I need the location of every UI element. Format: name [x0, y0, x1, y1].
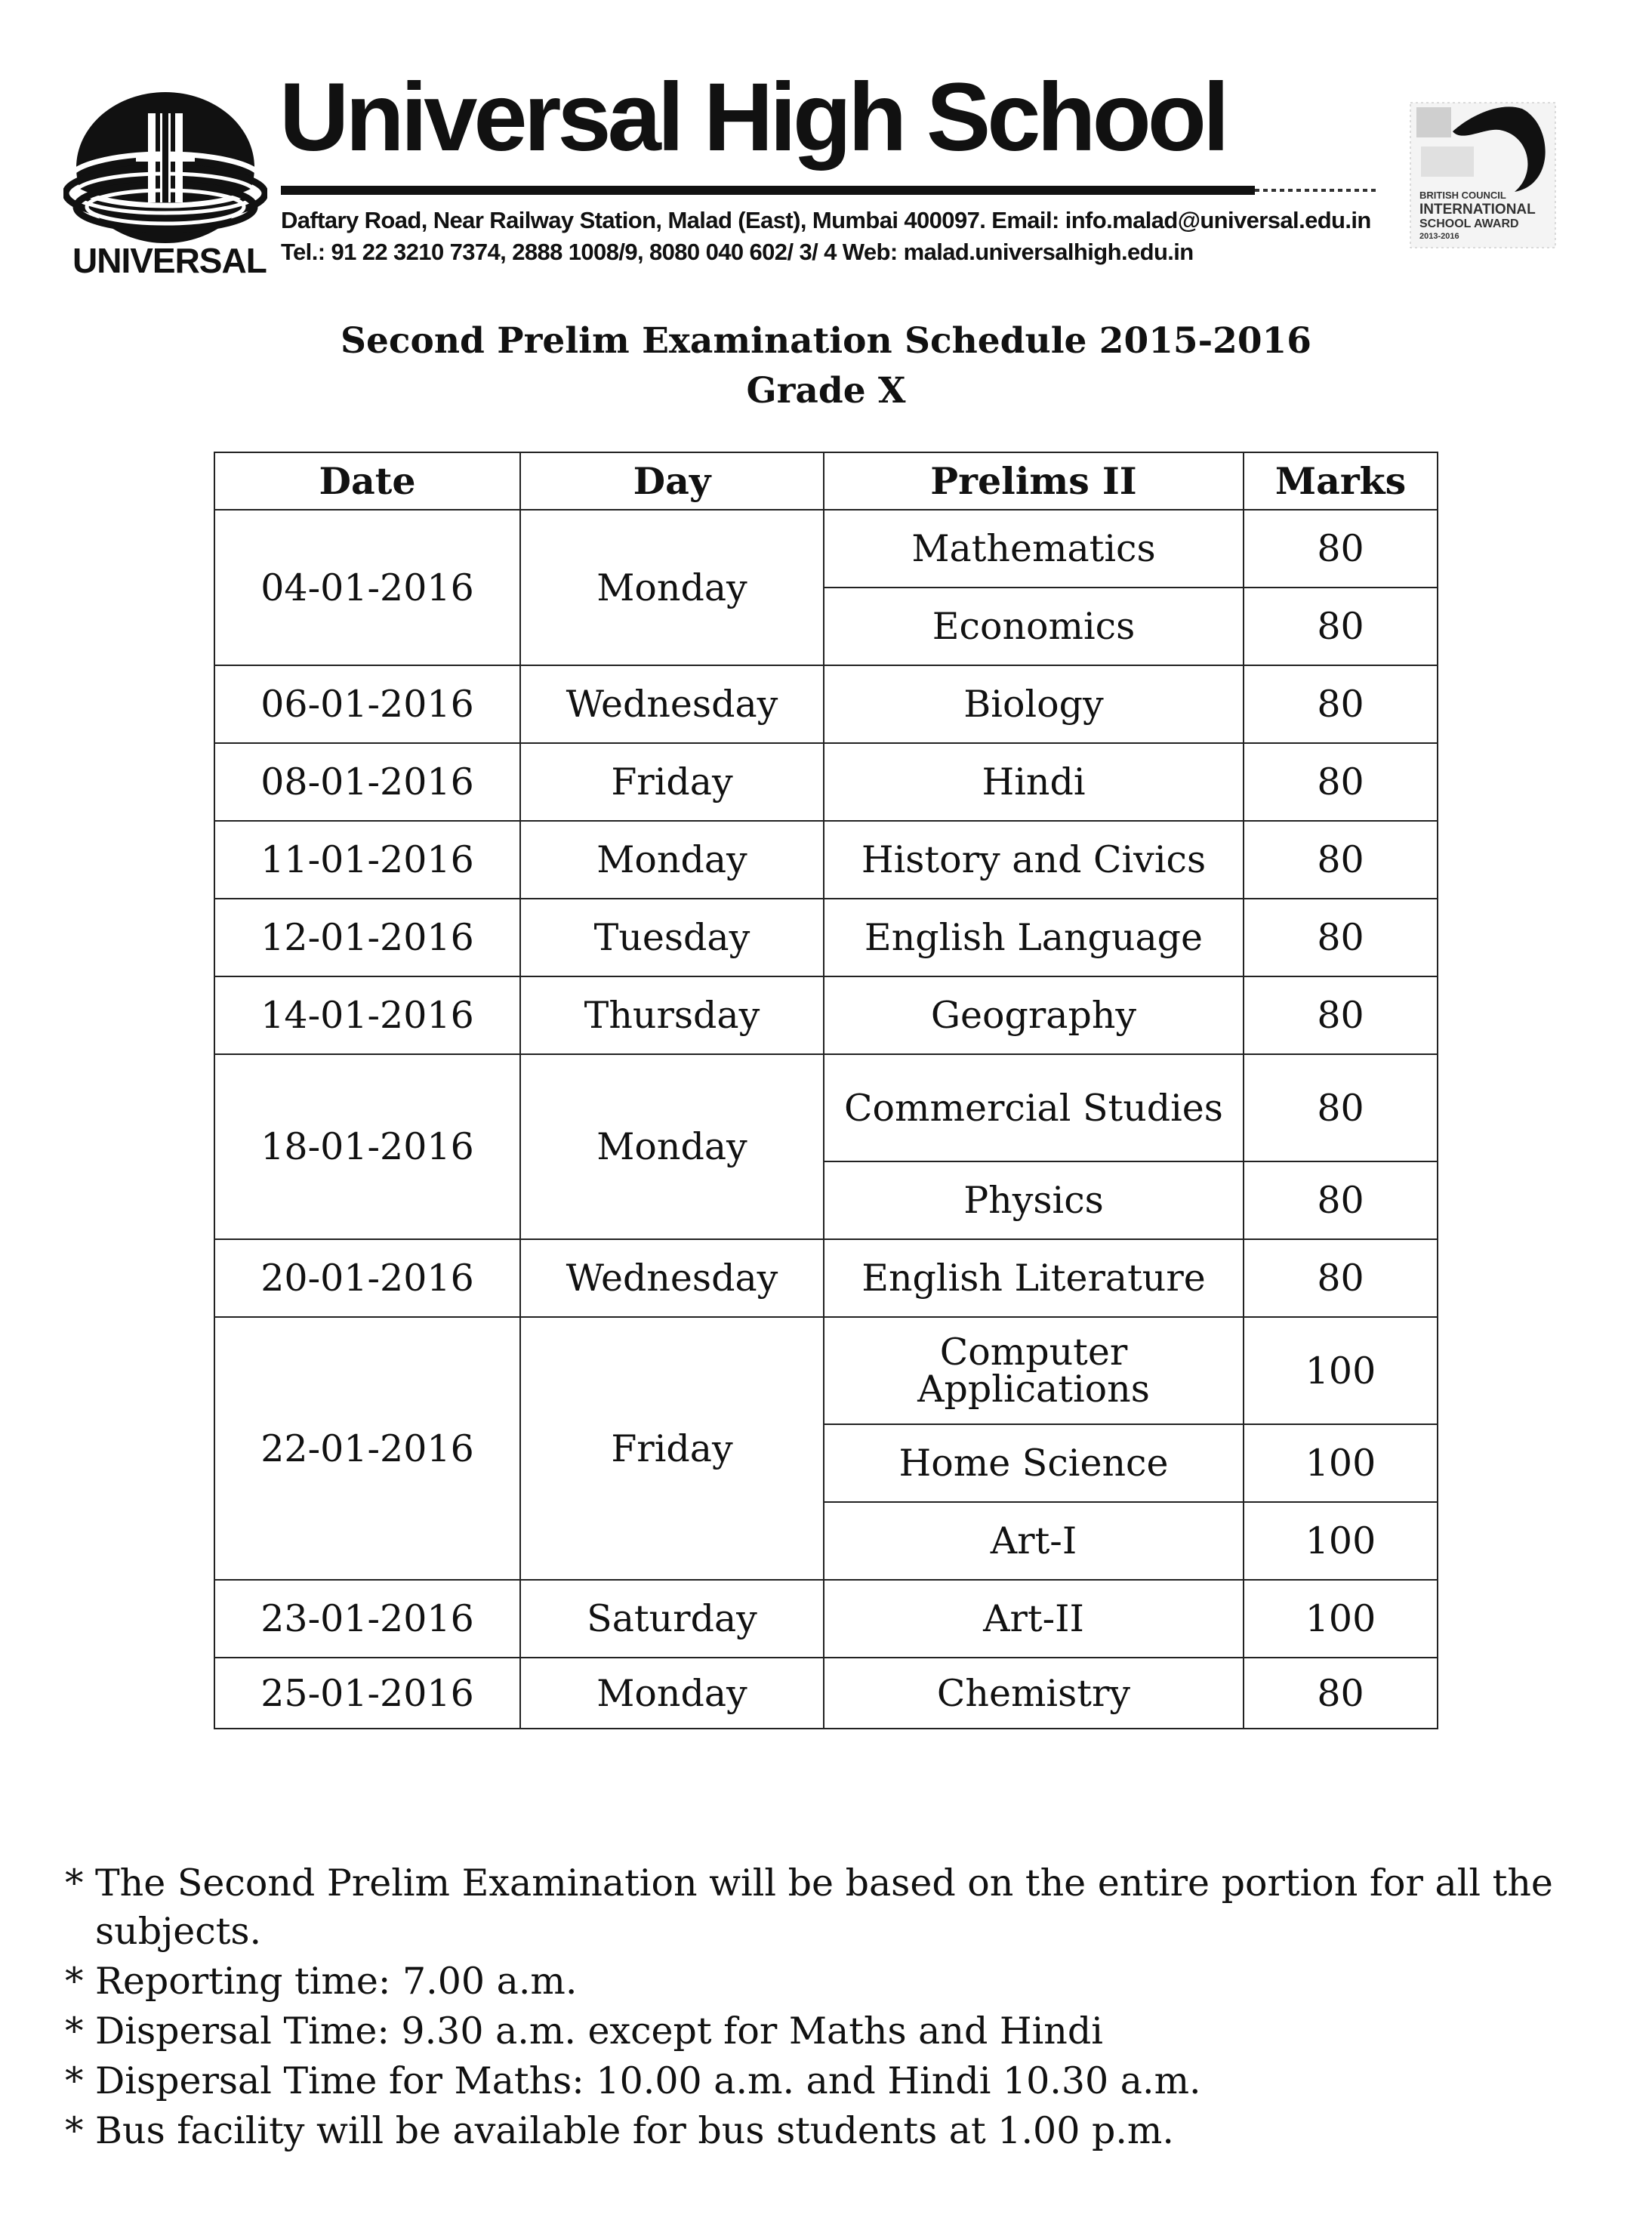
note-item: [65, 2107, 1620, 2155]
note-text: The Second Prelim Examination will be based on the entire portion for all the subjects.: [95, 1861, 1553, 1953]
marks-cell: 80: [1244, 588, 1438, 665]
date-cell: 22-01-2016: [214, 1317, 520, 1580]
marks-cell: 100: [1244, 1317, 1438, 1424]
marks-cell: 80: [1244, 1054, 1438, 1161]
header-marks: Marks: [1244, 452, 1438, 510]
day-cell: Monday: [520, 821, 824, 899]
subject-cell: Biology: [824, 665, 1244, 743]
logo-wordmark: UNIVERSAL: [72, 241, 267, 280]
address-line: Daftary Road, Near Railway Station, Malad (East), Mumbai 400097. Email: info.malad@universal.edu.in: [281, 207, 1371, 233]
header-divider-tail: [1255, 189, 1376, 192]
subject-cell: Chemistry: [824, 1658, 1244, 1729]
table-row: [214, 665, 1438, 743]
note-bullet: *: [65, 2109, 84, 2152]
day-cell: Monday: [520, 510, 824, 665]
marks-cell: 80: [1244, 1658, 1438, 1729]
table-row: [214, 1317, 1438, 1424]
note-item: [65, 2007, 1620, 2056]
table-row: [214, 821, 1438, 899]
table-row: [214, 976, 1438, 1054]
date-cell: 23-01-2016: [214, 1580, 520, 1658]
day-cell: Wednesday: [520, 1239, 824, 1317]
note-text: Dispersal Time for Maths: 10.00 a.m. and Hindi 10.30 a.m.: [95, 2059, 1201, 2102]
marks-cell: 80: [1244, 1239, 1438, 1317]
note-text: Reporting time: 7.00 a.m.: [95, 1960, 578, 2003]
note-bullet: *: [65, 1861, 84, 1905]
exam-schedule-table: [214, 452, 1438, 1729]
date-cell: 20-01-2016: [214, 1239, 520, 1317]
header-divider: [281, 186, 1255, 195]
date-cell: 04-01-2016: [214, 510, 520, 665]
subject-cell: English Literature: [824, 1239, 1244, 1317]
exam-notes: [65, 1859, 1620, 2157]
table-row: [214, 1054, 1438, 1161]
date-cell: 08-01-2016: [214, 743, 520, 821]
table-row: [214, 1239, 1438, 1317]
award-line-1: BRITISH COUNCIL: [1419, 190, 1506, 201]
subject-cell: Computer Applications: [824, 1317, 1244, 1424]
date-cell: 11-01-2016: [214, 821, 520, 899]
marks-cell: 100: [1244, 1580, 1438, 1658]
note-text: Dispersal Time: 9.30 a.m. except for Maths and Hindi: [95, 2010, 1103, 2053]
note-item: [65, 2057, 1620, 2105]
day-cell: Monday: [520, 1658, 824, 1729]
day-cell: Saturday: [520, 1580, 824, 1658]
phone-web-line: Tel.: 91 22 3210 7374, 2888 1008/9, 8080 040 602/ 3/ 4 Web: malad.universalhigh.edu.in: [281, 239, 1194, 265]
marks-cell: 100: [1244, 1424, 1438, 1502]
grade-title: Grade X: [746, 370, 906, 412]
subject-cell: Hindi: [824, 743, 1244, 821]
marks-cell: 80: [1244, 821, 1438, 899]
date-cell: 18-01-2016: [214, 1054, 520, 1239]
schedule-title: Second Prelim Examination Schedule 2015-2016: [341, 320, 1311, 362]
note-bullet: *: [65, 1960, 84, 2003]
marks-cell: 80: [1244, 899, 1438, 976]
note-bullet: *: [65, 2010, 84, 2053]
header-subject: Prelims II: [824, 452, 1244, 510]
subject-cell: Economics: [824, 588, 1244, 665]
subject-cell: Commercial Studies: [824, 1054, 1244, 1161]
day-cell: Tuesday: [520, 899, 824, 976]
table-row: [214, 510, 1438, 588]
subject-cell: Geography: [824, 976, 1244, 1054]
note-text: Bus facility will be available for bus students at 1.00 p.m.: [95, 2109, 1174, 2152]
date-cell: 25-01-2016: [214, 1658, 520, 1729]
day-cell: Friday: [520, 743, 824, 821]
table-row: [214, 899, 1438, 976]
marks-cell: 80: [1244, 1161, 1438, 1239]
subject-cell: Art-I: [824, 1502, 1244, 1580]
award-caption: [1419, 189, 1536, 243]
subject-cell: Mathematics: [824, 510, 1244, 588]
table-row: [214, 743, 1438, 821]
day-cell: Thursday: [520, 976, 824, 1054]
marks-cell: 80: [1244, 510, 1438, 588]
award-line-2: INTERNATIONAL: [1419, 202, 1536, 217]
subject-cell: Home Science: [824, 1424, 1244, 1502]
subject-cell: Art-II: [824, 1580, 1244, 1658]
school-name: Universal High School: [279, 63, 1226, 171]
header-date: Date: [214, 452, 520, 510]
day-cell: Wednesday: [520, 665, 824, 743]
date-cell: 14-01-2016: [214, 976, 520, 1054]
award-line-4: 2013-2016: [1419, 232, 1459, 241]
marks-cell: 80: [1244, 976, 1438, 1054]
date-cell: 12-01-2016: [214, 899, 520, 976]
subject-cell: English Language: [824, 899, 1244, 976]
day-cell: Monday: [520, 1054, 824, 1239]
note-bullet: *: [65, 2059, 84, 2102]
date-cell: 06-01-2016: [214, 665, 520, 743]
note-item: [65, 1859, 1620, 1956]
day-cell: Friday: [520, 1317, 824, 1580]
header-day: Day: [520, 452, 824, 510]
table-header-row: [214, 452, 1438, 510]
table-row: [214, 1580, 1438, 1658]
subject-cell: History and Civics: [824, 821, 1244, 899]
table-row: [214, 1658, 1438, 1729]
marks-cell: 80: [1244, 665, 1438, 743]
marks-cell: 100: [1244, 1502, 1438, 1580]
note-item: [65, 1957, 1620, 2006]
award-line-3: SCHOOL AWARD: [1419, 217, 1519, 230]
marks-cell: 80: [1244, 743, 1438, 821]
subject-cell: Physics: [824, 1161, 1244, 1239]
